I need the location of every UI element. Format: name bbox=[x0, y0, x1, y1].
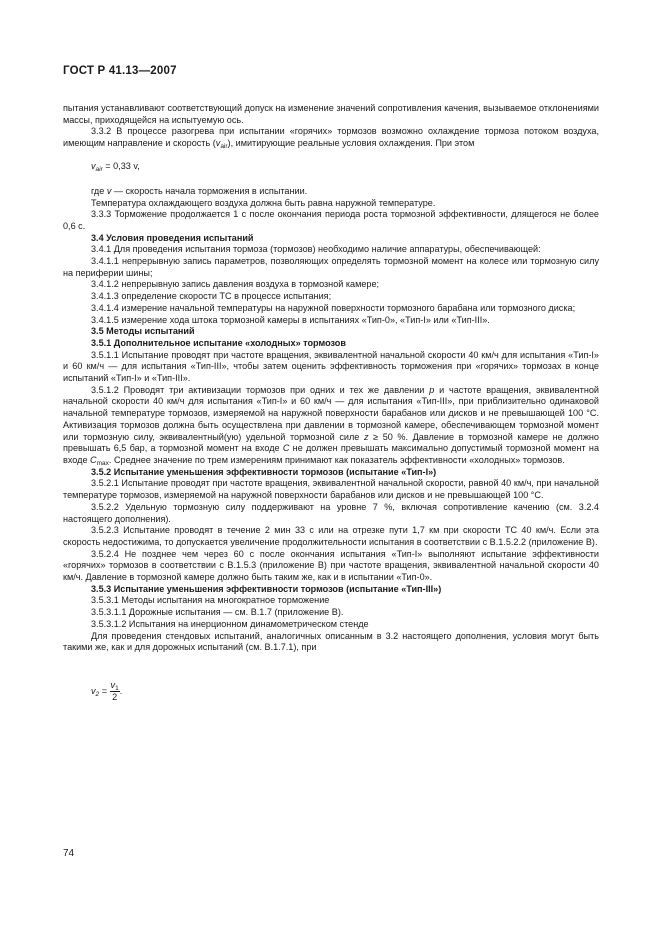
paragraph-3-5-1-1: 3.5.1.1 Испытание проводят при частоте вращения, эквивалентной начальной скорости 40 км/ч для испытания «Тип-I» и 60 км/ч — для испытания «Тип-III», чтобы затем оценить эффективность торможения при «горячих» тормозах в конце испытаний «Тип-I» и «Тип-III». bbox=[63, 349, 599, 384]
section-heading-3-4: 3.4 Условия проведения испытаний bbox=[91, 232, 254, 243]
paragraph-3-4-1-5: 3.4.1.5 измерение хода штока тормозной камеры в испытаниях «Тип-0», «Тип-I» или «Тип-III». bbox=[91, 314, 490, 325]
section-heading-3-5-2: 3.5.2 Испытание уменьшения эффективности тормозов (испытание «Тип-I») bbox=[91, 466, 437, 477]
paragraph-3-4-1: 3.4.1 Для проведения испытания тормоза (тормозов) необходимо наличие аппаратуры, обеспечивающей: bbox=[91, 244, 541, 255]
fraction: $\frac{v_1}{2}$ bbox=[110, 679, 119, 702]
section-heading-3-5: 3.5 Методы испытаний bbox=[91, 326, 195, 337]
paragraph-3-5-2-3: 3.5.2.3 Испытание проводят в течение 2 мин 33 с или на отрезке пути 1,7 км при скорости ТС 40 км/ч. Если эта скорость недостижима, то допускается увеличение продолжительности испытания в соответствии с В.1.5.2.2 (приложение В). bbox=[63, 525, 599, 547]
formula-v2: $v_2$ = $\frac{v_1}{2}$ . bbox=[91, 679, 123, 702]
paragraph-3-4-1-2: 3.4.1.2 непрерывную запись давления воздуха в тормозной камере; bbox=[91, 279, 380, 290]
paragraph-3-5-3-1-2: 3.5.3.1.2 Испытания на инерционном динамометрическом стенде bbox=[91, 618, 369, 629]
paragraph-3-5-2-4: 3.5.2.4 Не позднее чем через 60 с после окончания испытания «Тип-I» выполняют испытание эффективности «горячих» тормозов в соответствии с В.1.5.3 (приложение В) при частоте вращения, эквивалентной начальной скорости 40 км/ч. Давление в тормозной камере должно быть таким же, как и в испытании «Тип-0». bbox=[63, 548, 599, 583]
paragraph-3-5-3-1: 3.5.3.1 Методы испытания на многократное торможение bbox=[91, 595, 330, 606]
paragraph-3-3-3: 3.3.3 Торможение продолжается 1 с после окончания периода роста тормозной эффективности, длящегося не более 0,6 с. bbox=[63, 209, 599, 231]
page-number: 74 bbox=[63, 848, 75, 859]
paragraph: пытания устанавливают соответствующий допуск на изменение значений сопротивления качения, вызываемое отклонениями массы, приходящейся на испытуемую ось. bbox=[63, 103, 599, 125]
document-header: ГОСТ Р 41.13—2007 bbox=[63, 65, 177, 77]
paragraph-3-3-2: 3.3.2 В процессе разогрева при испытании «горячих» тормозов возможно охлаждение тормоза потоком воздуха, имеющим направление и скорость $(v_{air})$, имитирующие реальные условия охлаждения. При этом bbox=[63, 126, 599, 151]
paragraph: Температура охлаждающего воздуха должна быть равна наружной температуре. bbox=[91, 197, 436, 208]
paragraph-3-5-2-1: 3.5.2.1 Испытание проводят при частоте вращения, эквивалентной начальной скорости, равной 40 км/ч, при начальной температуре тормозов, измеряемой на наружной поверхности барабанов или дисков и не превышающей 100 °С. bbox=[63, 478, 599, 501]
paragraph-3-5-2-2: 3.5.2.2 Удельную тормозную силу поддерживают на уровне 7 %, включая сопротивление качению (см. 3.2.4 настоящего дополнения). bbox=[63, 501, 599, 524]
paragraph-3-4-1-1: 3.4.1.1 непрерывную запись параметров, позволяющих определять тормозной момент на колесе или тормозную силу на периферии шины; bbox=[63, 256, 599, 278]
paragraph-3-5-1-2: 3.5.1.2 Проводят три активизации тормозов при одних и тех же давлении p и частоте вращения, эквивалентной начальной скорости 40 км/ч для испытания «Тип-I» и 60 км/ч — для испытания «Тип-III», при приблизительно одинаковой начальной температуре тормозов, измеряемой на наружной поверхности барабанов или дисков и не превышающей 100 °С. Активизация тормозов должна быть осуществлена при давлении в тормозной камере, обеспечивающем тормозной момент или тормозную силу, эквивалентный(ую) удельной тормозной силе z ≥ 50 %. Давление в тормозной камере не должно превышать 6,5 бар, а тормозной момент на входе C не должен превышать максимально допустимый тормозной момент на входе $C_{max}$. Среднее значение по трем измерениям принимают как показатель эффективности «холодных» тормозов. bbox=[63, 384, 600, 467]
section-heading-3-5-1: 3.5.1 Дополнительное испытание «холодных» тормозов bbox=[91, 337, 346, 348]
paragraph-3-4-1-4: 3.4.1.4 измерение начальной температуры на наружной поверхности тормозного барабана или тормозного диска; bbox=[91, 302, 576, 313]
document-body bbox=[63, 103, 599, 706]
formula-v-air: $v_{air} = 0,33$ v, bbox=[91, 160, 140, 173]
paragraph-3-5-3-1-1: 3.5.3.1.1 Дорожные испытания — см. В.1.7 (приложение В). bbox=[91, 607, 344, 618]
paragraph: Для проведения стендовых испытаний, аналогичных описанным в 3.2 настоящего дополнения, условия могут быть такими же, как и для дорожных испытаний (см. В.1.7.1), при bbox=[63, 630, 599, 653]
paragraph-3-4-1-3: 3.4.1.3 определение скорости ТС в процессе испытания; bbox=[91, 291, 332, 302]
formula-explanation: где v — скорость начала торможения в испытании. bbox=[91, 185, 308, 196]
section-heading-3-5-3: 3.5.3 Испытание уменьшения эффективности тормозов (испытание «Тип-III») bbox=[91, 583, 442, 594]
